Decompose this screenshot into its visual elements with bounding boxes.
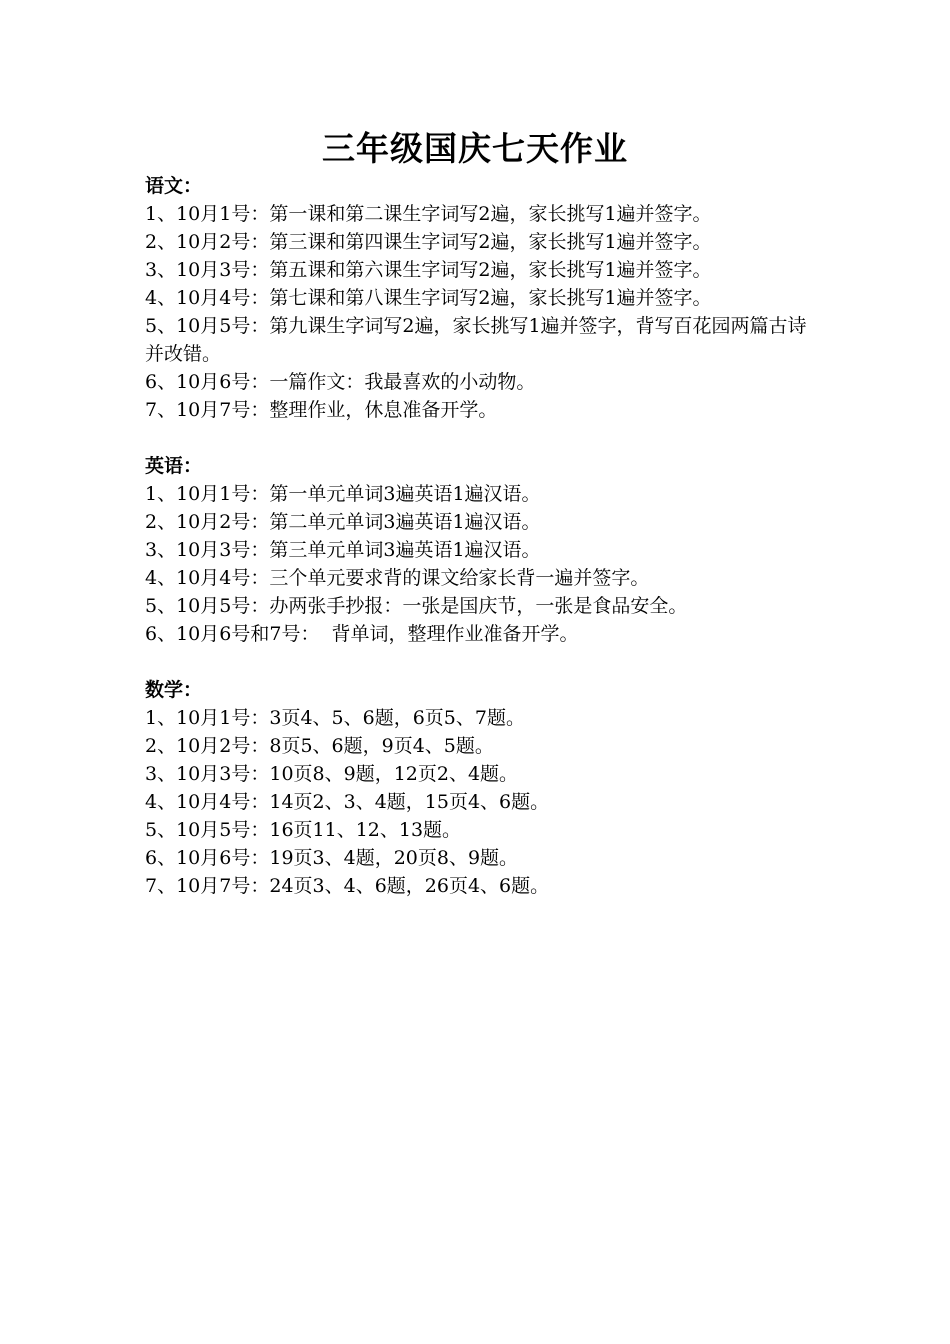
list-item: 7、10月7号：24页3、4、6题，26页4、6题。	[145, 875, 550, 897]
list-item: 3、10月3号：第五课和第六课生字词写2遍，家长挑写1遍并签字。	[145, 259, 712, 281]
section-heading: 英语：	[145, 455, 203, 477]
section-spacer	[145, 648, 815, 676]
section-spacer	[145, 424, 815, 452]
section-heading: 数学：	[145, 679, 203, 701]
section-english	[145, 452, 815, 648]
list-item: 5、10月5号：16页11、12、13题。	[145, 819, 462, 841]
list-item: 7、10月7号：整理作业，休息准备开学。	[145, 399, 498, 421]
section-heading: 语文：	[145, 175, 203, 197]
list-item: 6、10月6号和7号： 背单词，整理作业准备开学。	[145, 623, 579, 645]
list-item: 1、10月1号：第一单元单词3遍英语1遍汉语。	[145, 483, 541, 505]
list-item: 4、10月4号：三个单元要求背的课文给家长背一遍并签字。	[145, 567, 650, 589]
homework-content	[145, 172, 815, 900]
list-item: 3、10月3号：10页8、9题，12页2、4题。	[145, 763, 519, 785]
page-title: 三年级国庆七天作业	[322, 129, 628, 168]
list-item: 3、10月3号：第三单元单词3遍英语1遍汉语。	[145, 539, 541, 561]
list-item: 4、10月4号：14页2、3、4题，15页4、6题。	[145, 791, 550, 813]
list-item: 2、10月2号：第三课和第四课生字词写2遍，家长挑写1遍并签字。	[145, 231, 712, 253]
list-item: 4、10月4号：第七课和第八课生字词写2遍，家长挑写1遍并签字。	[145, 287, 712, 309]
list-item: 1、10月1号：3页4、5、6题，6页5、7题。	[145, 707, 525, 729]
list-item: 5、10月5号：第九课生字词写2遍，家长挑写1遍并签字，背写百花园两篇古诗并改错。	[145, 315, 807, 365]
list-item: 6、10月6号：19页3、4题，20页8、9题。	[145, 847, 519, 869]
list-item: 2、10月2号：第二单元单词3遍英语1遍汉语。	[145, 511, 541, 533]
section-chinese	[145, 172, 815, 424]
list-item: 2、10月2号：8页5、6题，9页4、5题。	[145, 735, 494, 757]
list-item: 1、10月1号：第一课和第二课生字词写2遍，家长挑写1遍并签字。	[145, 203, 712, 225]
list-item: 6、10月6号：一篇作文：我最喜欢的小动物。	[145, 371, 536, 393]
list-item: 5、10月5号：办两张手抄报：一张是国庆节，一张是食品安全。	[145, 595, 688, 617]
section-math	[145, 676, 815, 900]
